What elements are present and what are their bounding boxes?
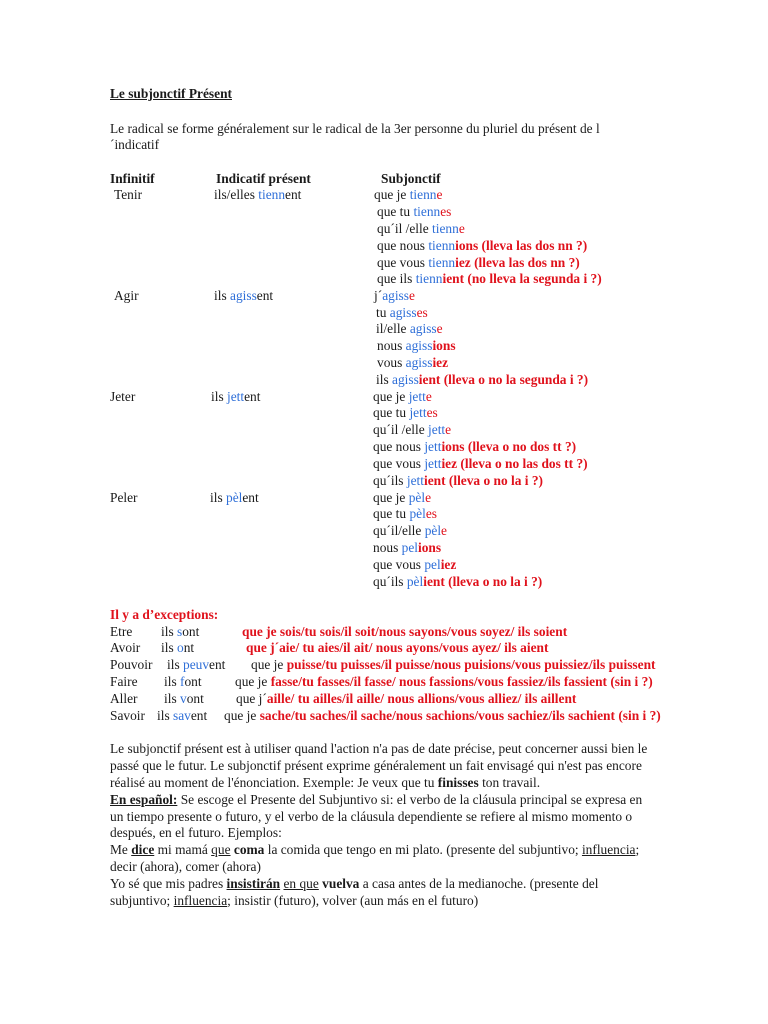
paragraph-line: Le subjonctif présent est à utiliser quand l'action n'a pas de date précise, peut concerner aussi bien le bbox=[110, 741, 648, 756]
indicative-tenir: ils/elles tiennent bbox=[214, 187, 302, 202]
exception-verb: Avoir bbox=[110, 640, 141, 655]
subj-row: il/elle agisse bbox=[376, 321, 443, 336]
espanol-line: después, en el futuro. Ejemplos: bbox=[110, 825, 282, 840]
exception-subjunctive: que je puisse/tu puisses/il puisse/nous puisions/vous puissiez/ils puissent bbox=[251, 657, 656, 672]
infinitive-tenir: Tenir bbox=[114, 187, 143, 202]
header-infinitif: Infinitif bbox=[110, 171, 155, 186]
exception-verb: Etre bbox=[110, 624, 133, 639]
exceptions-heading: Il y a d’exceptions: bbox=[110, 607, 219, 622]
indicative-jeter: ils jettent bbox=[211, 389, 261, 404]
exception-verb: Aller bbox=[110, 691, 138, 706]
subj-row: nous agissions bbox=[377, 338, 456, 353]
paragraph-line: réalisé au moment de l'énonciation. Exemple: Je veux que tu finisses ton travail. bbox=[110, 775, 541, 790]
example-line: subjuntivo; influencia; insistir (futuro), volver (aun más en el futuro) bbox=[110, 893, 479, 908]
exception-verb: Savoir bbox=[110, 708, 145, 723]
indicative-peler: ils pèlent bbox=[210, 490, 259, 505]
header-indicatif: Indicatif présent bbox=[216, 171, 311, 186]
example-line: Me dice mi mamá que coma la comida que tengo en mi plato. (presente del subjuntivo; influencia; bbox=[110, 842, 640, 857]
exception-verb: Pouvoir bbox=[110, 657, 153, 672]
subj-row: que nous tiennions (lleva las dos nn ?) bbox=[377, 238, 588, 253]
espanol-line: En español: Se escoge el Presente del Subjuntivo si: el verbo de la cláusula principal se expresa en bbox=[110, 792, 643, 807]
page-title: Le subjonctif Présent bbox=[110, 86, 232, 101]
exception-subjunctive: que j´aie/ tu aies/il ait/ nous ayons/vous ayez/ ils aient bbox=[246, 640, 549, 655]
subj-row: que je jette bbox=[373, 389, 432, 404]
subj-row: que nous jettions (lleva o no dos tt ?) bbox=[373, 439, 577, 454]
subj-row: que ils tiennient (no lleva la segunda i ?) bbox=[377, 271, 602, 286]
infinitive-peler: Peler bbox=[110, 490, 138, 505]
subj-row: tu agisses bbox=[376, 305, 428, 320]
exception-subjunctive: que je fasse/tu fasses/il fasse/ nous fassions/vous fassiez/ils fassient (sin i ?) bbox=[235, 674, 653, 689]
exception-indicative: ils sont bbox=[161, 624, 200, 639]
subj-row: qu´il /elle tienne bbox=[377, 221, 465, 236]
subj-row: qu´ils pèlient (lleva o no la i ?) bbox=[373, 574, 543, 589]
subj-row: qu´il /elle jette bbox=[373, 422, 452, 437]
exception-indicative: ils vont bbox=[164, 691, 204, 706]
subj-row: que tu pèles bbox=[373, 506, 437, 521]
espanol-line: un tiempo presente o futuro, y el verbo de la cláusula dependiente se refiere al mismo momento o bbox=[110, 809, 633, 824]
subj-row: ils agissient (lleva o no la segunda i ?) bbox=[376, 372, 589, 387]
example-line: Yo sé que mis padres insistirán en que vuelva a casa antes de la medianoche. (presente del bbox=[110, 876, 599, 891]
subj-row: que vous peliez bbox=[373, 557, 457, 572]
exception-indicative: ils ont bbox=[161, 640, 195, 655]
intro-line-2: ´indicatif bbox=[110, 137, 160, 152]
example-line: decir (ahora), comer (ahora) bbox=[110, 859, 261, 874]
exception-subjunctive: que j´aille/ tu ailles/il aille/ nous allions/vous alliez/ ils aillent bbox=[236, 691, 577, 706]
subj-row: que vous tienniez (lleva las dos nn ?) bbox=[377, 255, 580, 270]
subj-row: que je pèle bbox=[373, 490, 432, 505]
subj-row: que tu jettes bbox=[373, 405, 438, 420]
subj-row: que je tienne bbox=[374, 187, 443, 202]
subj-row: que tu tiennes bbox=[377, 204, 452, 219]
infinitive-agir: Agir bbox=[114, 288, 139, 303]
paragraph-line: passé que le futur. Le subjonctif présent exprime généralement un fait envisagé qui n'est pas encore bbox=[110, 758, 642, 773]
infinitive-jeter: Jeter bbox=[110, 389, 136, 404]
exception-indicative: ils savent bbox=[157, 708, 208, 723]
subj-row: qu´il/elle pèle bbox=[373, 523, 447, 538]
header-subjonctif: Subjonctif bbox=[381, 171, 441, 186]
subj-row: que vous jettiez (lleva o no las dos tt ?) bbox=[373, 456, 588, 471]
exception-subjunctive: que je sache/tu saches/il sache/nous sachions/vous sachiez/ils sachient (sin i ?) bbox=[224, 708, 661, 723]
indicative-agir: ils agissent bbox=[214, 288, 274, 303]
subj-row: nous pelions bbox=[373, 540, 442, 555]
exception-subjunctive: que je sois/tu sois/il soit/nous sayons/vous soyez/ ils soient bbox=[242, 624, 568, 639]
intro-line-1: Le radical se forme généralement sur le radical de la 3er personne du pluriel du présent de l bbox=[110, 121, 600, 136]
exception-indicative: ils peuvent bbox=[167, 657, 226, 672]
subj-row: vous agissiez bbox=[377, 355, 449, 370]
exception-indicative: ils font bbox=[164, 674, 202, 689]
exception-verb: Faire bbox=[110, 674, 138, 689]
subj-row: j´agisse bbox=[374, 288, 415, 303]
subj-row: qu´ils jettient (lleva o no la i ?) bbox=[373, 473, 543, 488]
